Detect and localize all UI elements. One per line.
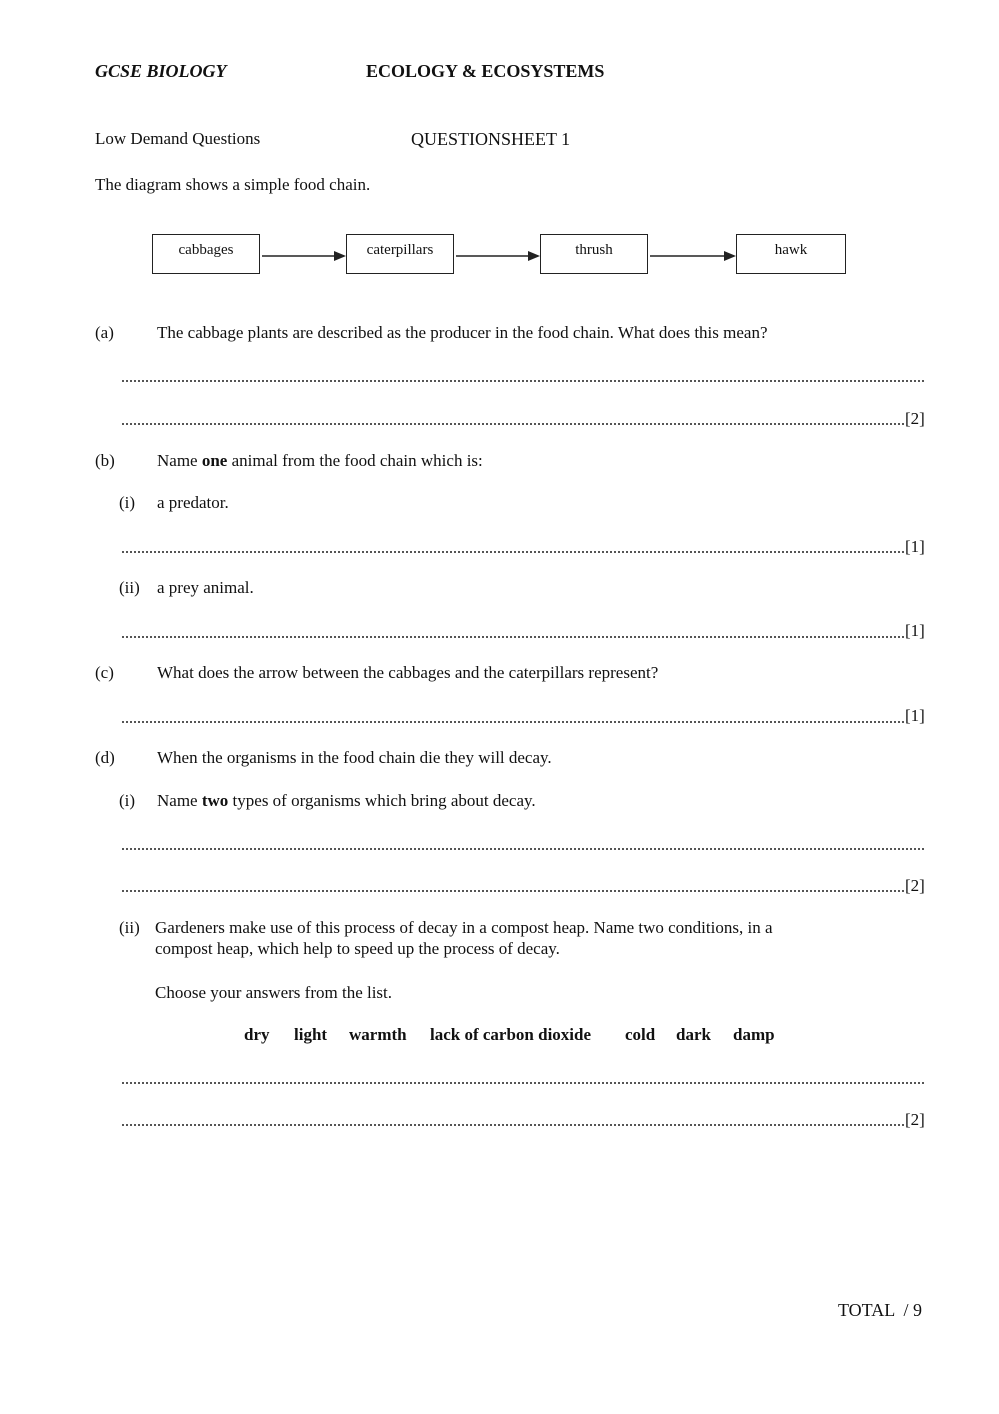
answer-line-d-i-1[interactable] [122, 838, 924, 850]
answer-line-a2[interactable] [122, 413, 904, 425]
food-chain-box-caterpillars [346, 234, 454, 274]
answer-line-d-ii-2[interactable] [122, 1114, 904, 1126]
food-chain-box-hawk [736, 234, 846, 274]
food-chain-arrow [650, 247, 738, 265]
question-b-text: Name one animal from the food chain which is: [157, 451, 483, 470]
question-b-i-text: a predator. [157, 493, 229, 512]
question-d-i-label: (i) [119, 791, 136, 810]
answer-line-a1[interactable] [122, 370, 924, 382]
questionsheet-label: QUESTIONSHEET 1 [411, 129, 571, 149]
food-chain-label: thrush [575, 242, 613, 258]
word-option: light [294, 1025, 328, 1044]
food-chain-arrow [262, 247, 348, 265]
word-option: cold [625, 1025, 656, 1044]
word-option: dry [244, 1025, 270, 1044]
word-option: lack of carbon dioxide [430, 1025, 592, 1044]
answer-line-d-ii-1[interactable] [122, 1072, 924, 1084]
question-d-ii-text-line1: Gardeners make use of this process of decay in a compost heap. Name two conditions, in a [155, 918, 773, 937]
word-option: warmth [349, 1025, 407, 1044]
question-b-ii-label: (ii) [119, 578, 140, 597]
question-a-label: (a) [95, 323, 114, 342]
question-b-ii-text: a prey animal. [157, 578, 254, 597]
food-chain-label: caterpillars [366, 242, 434, 258]
marks-d-ii: [2] [905, 1110, 925, 1129]
answer-line-c[interactable] [122, 711, 904, 723]
answer-line-b-i[interactable] [122, 541, 904, 553]
marks-c: [1] [905, 706, 925, 725]
answer-line-d-i-2[interactable] [122, 880, 904, 892]
word-option: dark [676, 1025, 711, 1044]
marks-d-i: [2] [905, 876, 925, 895]
marks-a: [2] [905, 409, 925, 428]
intro-text: The diagram shows a simple food chain. [95, 175, 371, 194]
question-b-label: (b) [95, 451, 115, 470]
food-chain-label: hawk [774, 242, 808, 258]
answer-line-b-ii[interactable] [122, 626, 904, 638]
food-chain-box-cabbages [152, 234, 260, 274]
subject-heading: GCSE BIOLOGY [95, 61, 227, 81]
question-b-i-label: (i) [119, 493, 136, 512]
marks-b-i: [1] [905, 537, 925, 556]
food-chain-box-thrush [540, 234, 648, 274]
topic-heading: ECOLOGY & ECOSYSTEMS [366, 61, 605, 81]
marks-b-ii: [1] [905, 621, 925, 640]
question-d-i-text: Name two types of organisms which bring about decay. [157, 791, 536, 810]
question-c-text: What does the arrow between the cabbages and the caterpillars represent? [157, 663, 659, 682]
question-d-ii-text-line2: compost heap, which help to speed up the process of decay. [155, 939, 560, 958]
question-a-text: The cabbage plants are described as the producer in the food chain. What does this mean? [157, 323, 768, 342]
question-c-label: (c) [95, 663, 114, 682]
question-d-ii-label: (ii) [119, 918, 140, 937]
word-option: damp [733, 1025, 775, 1044]
food-chain-arrow [456, 247, 542, 265]
question-d-ii-instruction: Choose your answers from the list. [155, 983, 393, 1002]
demand-level-label: Low Demand Questions [95, 129, 261, 148]
question-d-text: When the organisms in the food chain die they will decay. [157, 748, 552, 767]
question-d-label: (d) [95, 748, 115, 767]
total-marks: TOTAL / 9 [838, 1300, 923, 1320]
food-chain-label: cabbages [178, 242, 234, 258]
